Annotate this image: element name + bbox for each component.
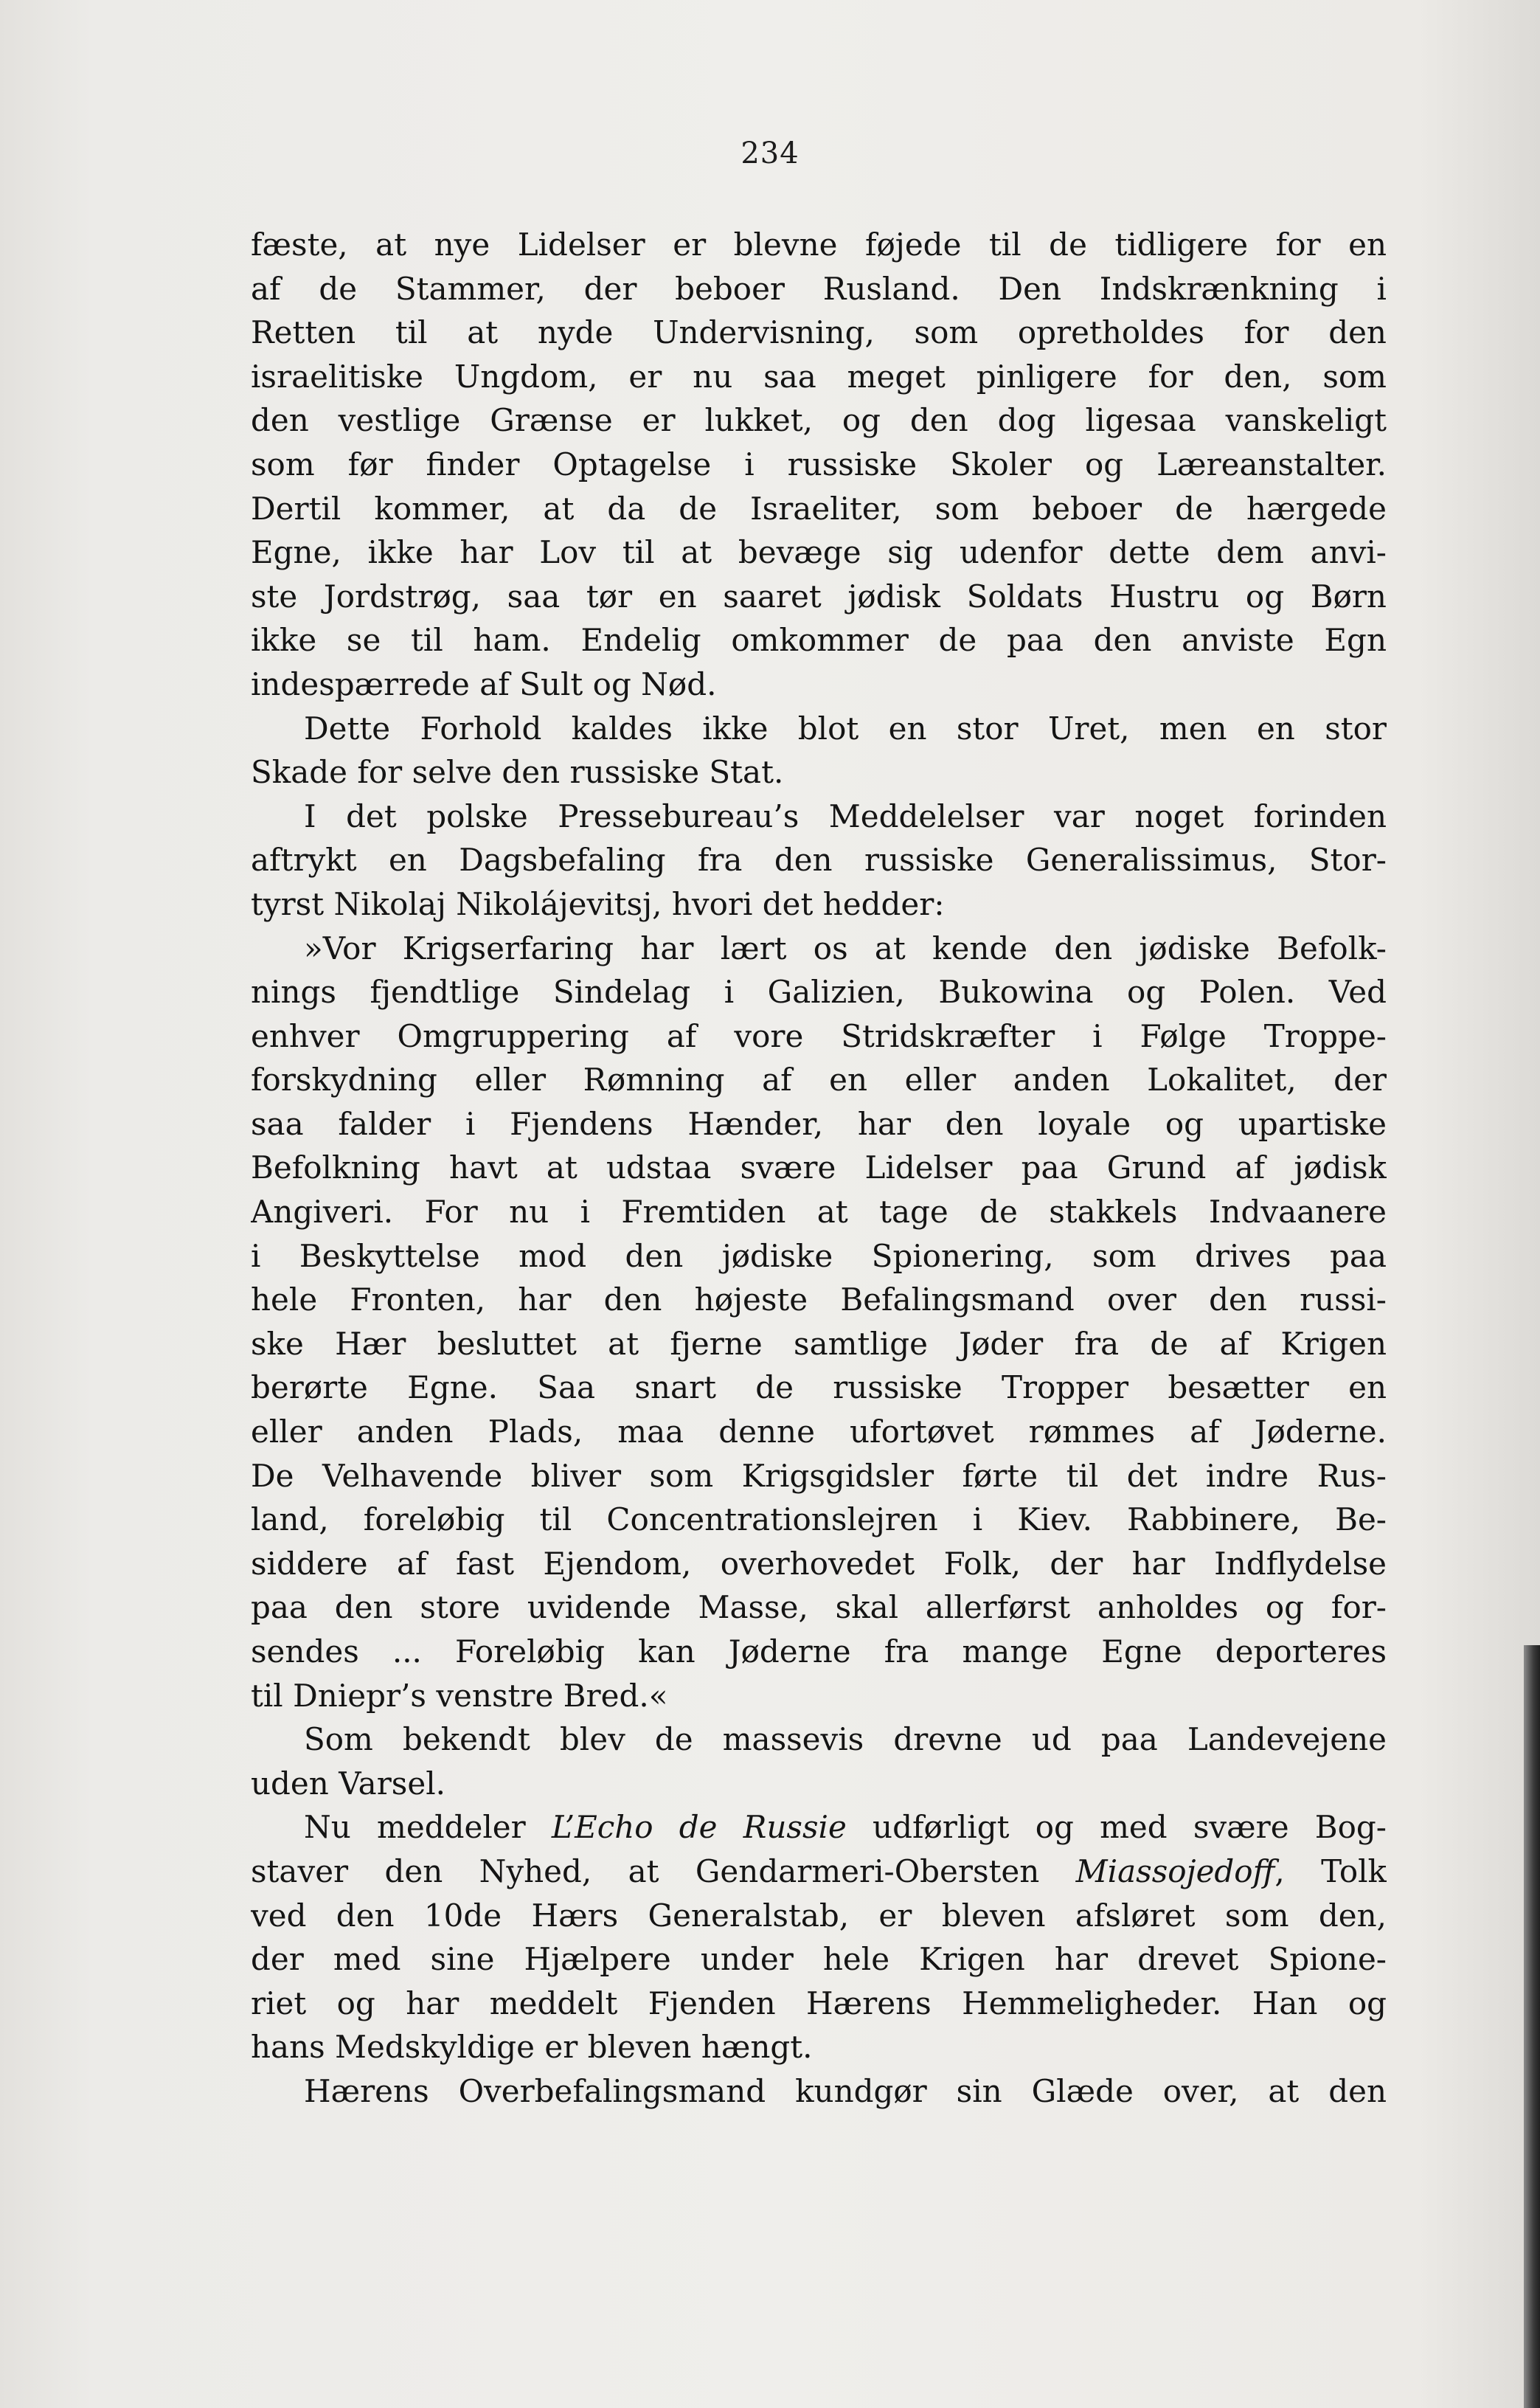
text-line: nings fjendtlige Sindelag i Galizien, Bukowina og Polen. Ved xyxy=(251,974,1387,1011)
body-text xyxy=(251,223,1387,2114)
text-line: den vestlige Grænse er lukket, og den dog ligesaa vanskeligt xyxy=(251,402,1387,439)
text-line: Nu meddeler L’Echo de Russie udførligt og med svære Bog- xyxy=(304,1809,1387,1846)
text-line: Hærens Overbefalingsmand kundgør sin Glæde over, at den xyxy=(304,2072,1387,2109)
text-line: I det polske Pressebureau’s Meddelelser var noget forinden xyxy=(304,798,1387,834)
text-line: Som bekendt blev de massevis drevne ud paa Landevejene xyxy=(304,1721,1387,1758)
text-line: hele Fronten, har den højeste Befalingsmand over den russi- xyxy=(251,1281,1387,1318)
text-line: land, foreløbig til Concentrationslejren i Kiev. Rabbinere, Be- xyxy=(251,1501,1387,1538)
text-line: ved den 10de Hærs Generalstab, er bleven afsløret som den, xyxy=(251,1897,1387,1934)
text-line: Dette Forhold kaldes ikke blot en stor Uret, men en stor xyxy=(304,710,1387,747)
text-line: uden Varsel. xyxy=(251,1765,445,1802)
text-line: berørte Egne. Saa snart de russiske Tropper besætter en xyxy=(251,1369,1387,1406)
text-line: indespærrede af Sult og Nød. xyxy=(251,665,717,702)
text-line: Befolkning havt at udstaa svære Lidelser paa Grund af jødisk xyxy=(251,1149,1387,1186)
text-line: aftrykt en Dagsbefaling fra den russiske Generalissimus, Stor- xyxy=(251,842,1387,879)
text-line: ste Jordstrøg, saa tør en saaret jødisk Soldats Hustru og Børn xyxy=(251,578,1387,615)
text-line: tyrst Nikolaj Nikolájevitsj, hvori det hedder: xyxy=(251,885,945,922)
text-line: riet og har meddelt Fjenden Hærens Hemmeligheder. Han og xyxy=(251,1985,1387,2021)
text-line: der med sine Hjælpere under hele Krigen har drevet Spione- xyxy=(251,1941,1387,1978)
text-line: ikke se til ham. Endelig omkommer de paa den anviste Egn xyxy=(251,622,1387,659)
italic-title: L’Echo de Russie xyxy=(551,1809,847,1846)
text-line: saa falder i Fjendens Hænder, har den loyale og upartiske xyxy=(251,1105,1387,1142)
text-line: til Dniepr’s venstre Bred.« xyxy=(251,1677,668,1714)
text-line: ske Hær besluttet at fjerne samtlige Jøder fra de af Krigen xyxy=(251,1325,1387,1362)
page-number: 234 xyxy=(740,136,800,170)
text-line: forskydning eller Rømning af en eller anden Lokalitet, der xyxy=(251,1062,1387,1099)
text-line: siddere af fast Ejendom, overhovedet Folk, der har Indflydelse xyxy=(251,1545,1387,1582)
text-line: enhver Omgruppering af vore Stridskræfter i Følge Troppe- xyxy=(251,1017,1387,1054)
text-line: Egne, ikke har Lov til at bevæge sig udenfor dette dem anvi- xyxy=(251,534,1387,571)
text-line: eller anden Plads, maa denne ufortøvet rømmes af Jøderne. xyxy=(251,1414,1387,1450)
text-line: Retten til at nyde Undervisning, som opretholdes for den xyxy=(251,314,1387,351)
text-line: fæste, at nye Lidelser er blevne føjede til de tidligere for en xyxy=(251,226,1387,263)
text-line: Dertil kommer, at da de Israeliter, som beboer de hærgede xyxy=(251,490,1387,527)
text-line: Angiveri. For nu i Fremtiden at tage de stakkels Indvaanere xyxy=(251,1194,1387,1231)
page-edge-shadow xyxy=(1524,1645,1540,2408)
italic-title: Miassojedoff xyxy=(1075,1852,1275,1889)
text-line: hans Medskyldige er bleven hængt. xyxy=(251,2029,813,2066)
text-line: Skade for selve den russiske Stat. xyxy=(251,754,784,791)
text-line: israelitiske Ungdom, er nu saa meget pinligere for den, som xyxy=(251,358,1387,395)
text-line: i Beskyttelse mod den jødiske Spionering, som drives paa xyxy=(251,1237,1387,1274)
text-line: som før finder Optagelse i russiske Skoler og Læreanstalter. xyxy=(251,446,1387,482)
text-line: De Velhavende bliver som Krigsgidsler førte til det indre Rus- xyxy=(251,1457,1387,1494)
text-line: paa den store uvidende Masse, skal allerførst anholdes og for- xyxy=(251,1589,1387,1626)
text-line: af de Stammer, der beboer Rusland. Den Indskrænkning i xyxy=(251,270,1387,307)
text-line: »Vor Krigserfaring har lært os at kende den jødiske Befolk- xyxy=(304,930,1387,966)
text-line: staver den Nyhed, at Gendarmeri-Obersten Miassojedoff, Tolk xyxy=(251,1852,1387,1889)
text-line: sendes ... Foreløbig kan Jøderne fra mange Egne deporteres xyxy=(251,1633,1387,1670)
